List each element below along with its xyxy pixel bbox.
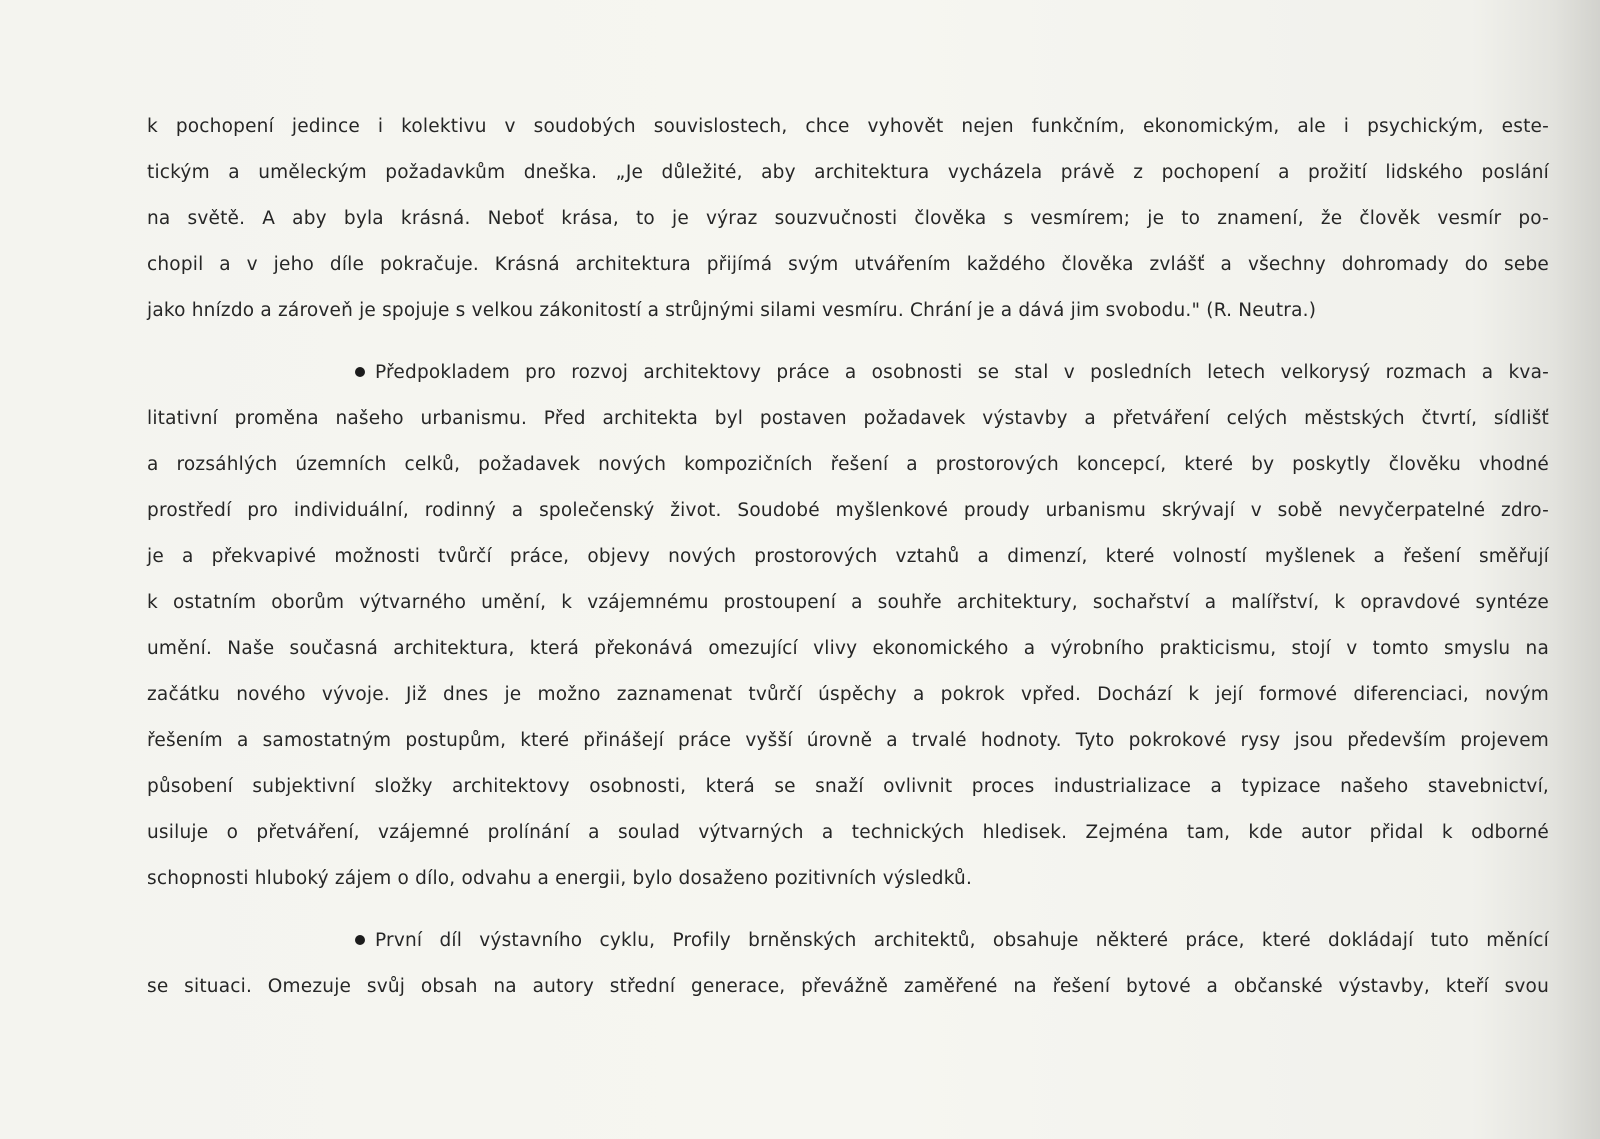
text-line: na světě. A aby byla krásná. Neboť krása, to je výraz souzvučnosti člověka s vesmírem; je to znamení, že člověk vesmír po- [147,208,1549,229]
text-line: jako hnízdo a zároveň je spojuje s velkou zákonitostí a strůjnými silami vesmíru. Chrání je a dává jim svobodu." (R. Neutra.) [147,300,1317,321]
text-line: První díl výstavního cyklu, Profily brněnských architektů, obsahuje některé práce, které dokládají tuto měnící [375,930,1549,951]
text-line: k pochopení jedince i kolektivu v soudobých souvislostech, chce vyhovět nejen funkčním, ekonomickým, ale i psychickým, este- [147,116,1549,137]
text-line: umění. Naše současná architektura, která překonává omezující vlivy ekonomického a výrobního prakticismu, stojí v tomto smyslu na [147,638,1549,659]
text-line: prostředí pro individuální, rodinný a společenský život. Soudobé myšlenkové proudy urbanismu skrývají v sobě nevyčerpatelné zdro- [147,500,1549,521]
text-line: k ostatním oborům výtvarného umění, k vzájemnému prostoupení a souhře architektury, sochařství a malířství, k opravdové syntéze [147,592,1549,613]
text-line: působení subjektivní složky architektovy osobnosti, která se snaží ovlivnit proces industrializace a typizace našeho stavebnictví, [147,776,1549,797]
text-line: tickým a uměleckým požadavkům dneška. „Je důležité, aby architektura vycházela právě z pochopení a prožití lidského poslání [147,162,1549,183]
text-line: začátku nového vývoje. Již dnes je možno zaznamenat tvůrčí úspěchy a pokrok vpřed. Dochází k její formové diferenciaci, novým [147,684,1549,705]
text-line: Předpokladem pro rozvoj architektovy práce a osobnosti se stal v posledních letech velkorysý rozmach a kva- [375,362,1549,383]
text-line: řešením a samostatným postupům, které přinášejí práce vyšší úrovně a trvalé hodnoty. Tyto pokrokové rysy jsou především projevem [147,730,1549,751]
text-line: se situaci. Omezuje svůj obsah na autory střední generace, převážně zaměřené na řešení bytové a občanské výstavby, kteří svou [147,976,1549,997]
text-line: a rozsáhlých územních celků, požadavek nových kompozičních řešení a prostorových koncepcí, které by poskytly člověku vhodné [147,454,1549,475]
bullet-line [355,360,1549,386]
text-line: je a překvapivé možnosti tvůrčí práce, objevy nových prostorových vztahů a dimenzí, které volností myšlenek a řešení směřují [147,546,1549,567]
text-line: litativní proměna našeho urbanismu. Před architekta byl postaven požadavek výstavby a přetváření celých městských čtvrtí, sídlišť [147,408,1549,429]
bullet-icon [355,367,365,377]
text-line: usiluje o přetváření, vzájemné prolínání a soulad výtvarných a technických hledisek. Zejména tam, kde autor přidal k odborné [147,822,1549,843]
bullet-line [355,928,1549,954]
bullet-icon [355,935,365,945]
text-line: chopil a v jeho díle pokračuje. Krásná architektura přijímá svým utvářením každého člověka zvlášť a všechny dohromady do sebe [147,254,1549,275]
text-line: schopnosti hluboký zájem o dílo, odvahu a energii, bylo dosaženo pozitivních výsledků. [147,868,973,889]
